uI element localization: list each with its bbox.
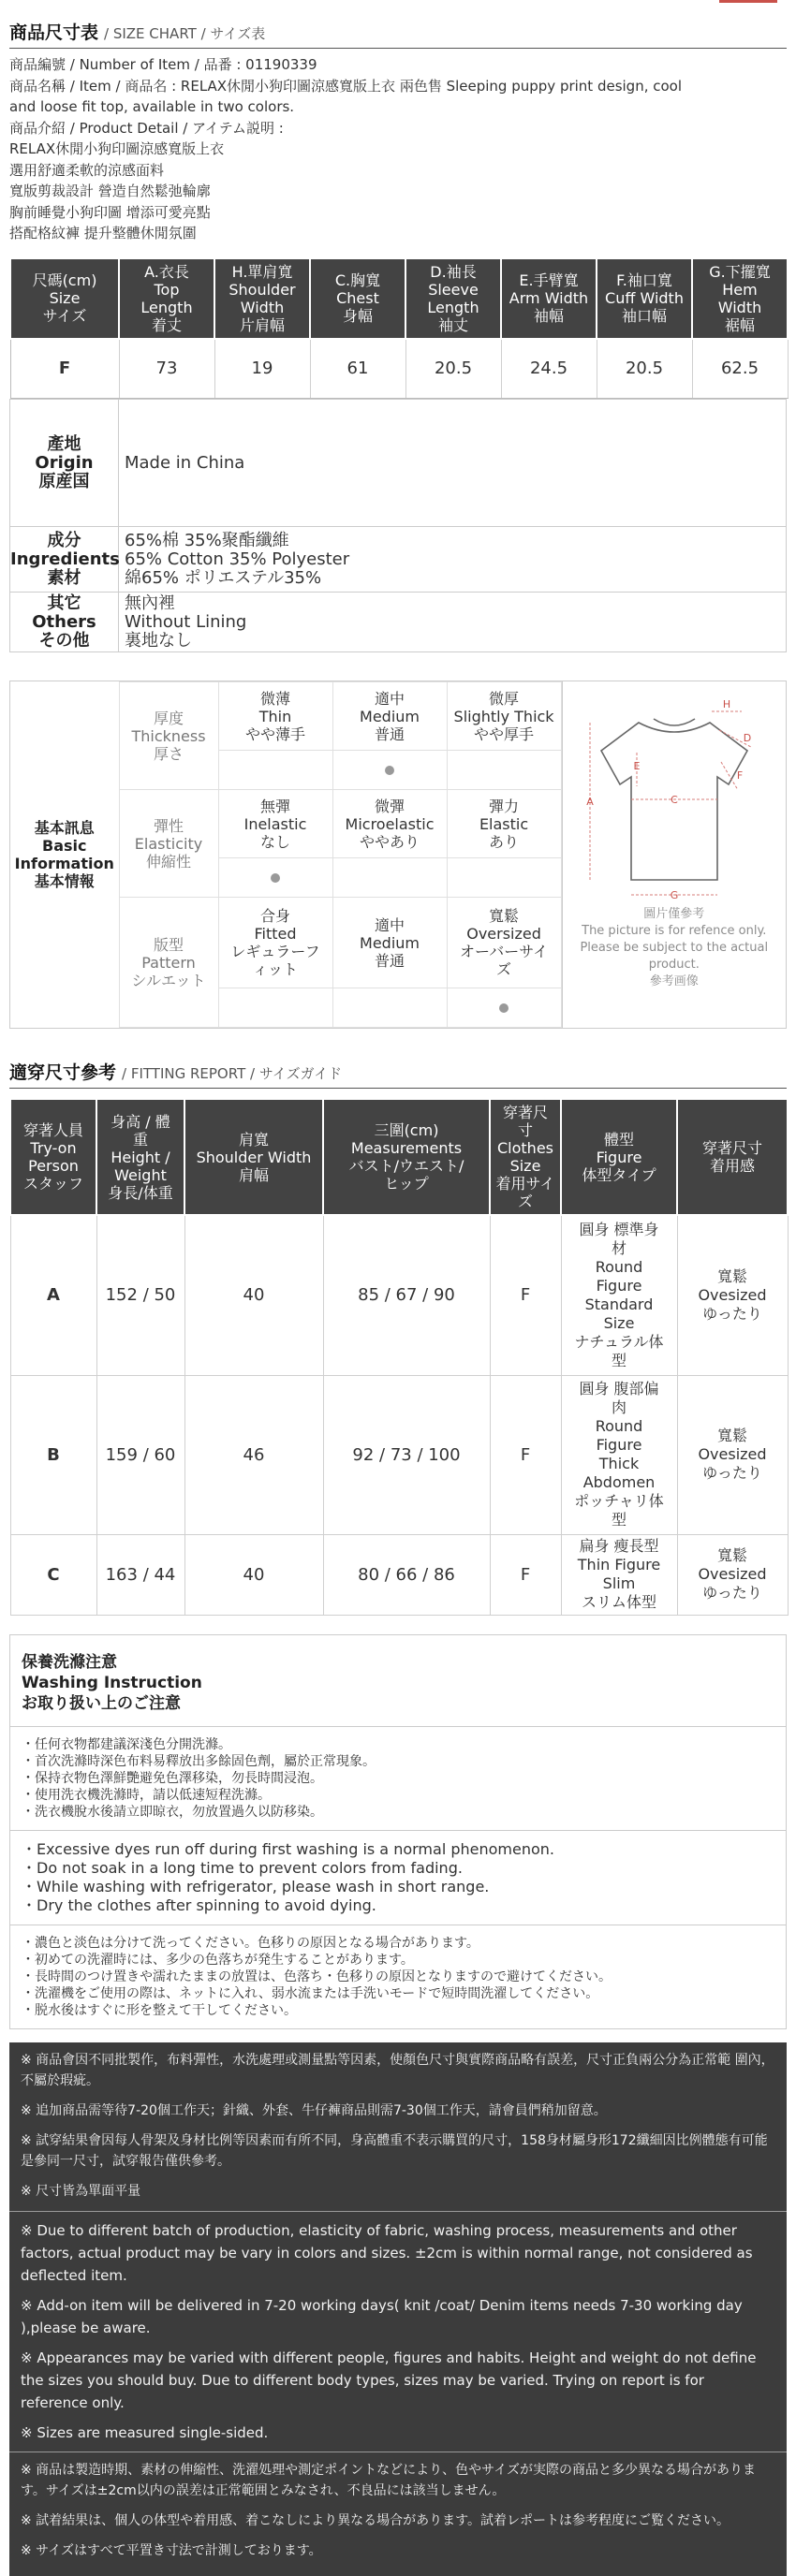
col-header-chest: C.胸寬 Chest 身幅 bbox=[310, 258, 405, 339]
shoulder-width-value: 19 bbox=[214, 339, 310, 399]
others-row bbox=[10, 593, 787, 652]
washing-title-ja: お取り扱い上のご注意 bbox=[22, 1693, 181, 1713]
pattern-option-medium: 適中 Medium 普通 bbox=[332, 898, 447, 988]
list-item: ・任何衣物都建議深淺色分開洗滌。 bbox=[22, 1736, 231, 1752]
origin-row bbox=[10, 400, 787, 527]
col-header-top-length: A.衣長 Top Length 着丈 bbox=[119, 258, 214, 339]
washing-ja bbox=[22, 1935, 774, 2019]
fit-value: 寬鬆 Ovesized ゆったり bbox=[677, 1215, 788, 1375]
person-value: C bbox=[10, 1534, 96, 1615]
arm-width-value: 24.5 bbox=[501, 339, 597, 399]
corner-accent-tab bbox=[719, 0, 777, 3]
info-line: 搭配格紋褲 提升整體休閒氛圍 bbox=[9, 225, 197, 242]
col-header-sleeve-length: D.袖長 Sleeve Length 袖丈 bbox=[405, 258, 501, 339]
thickness-marker-cell bbox=[332, 751, 447, 790]
note-item: ※ 商品會因不同批製作，布料彈性，水洗處理或測量點等因素，使顏色尺寸與實際商品略有誤差，尺寸正負兩公分為正常範 圍內，不屬於瑕疵。 bbox=[21, 2052, 774, 2088]
measurements-value: 85 / 67 / 90 bbox=[323, 1215, 490, 1375]
height-weight-value: 152 / 50 bbox=[96, 1215, 184, 1375]
size-chart-subtitle: / SIZE CHART / サイズ表 bbox=[104, 25, 266, 42]
table-row bbox=[10, 1375, 788, 1534]
thickness-option-medium: 適中 Medium 普通 bbox=[332, 682, 447, 751]
selected-dot-icon bbox=[385, 766, 394, 775]
notes-ja bbox=[21, 2460, 775, 2561]
diagram-letter-f: F bbox=[736, 769, 743, 782]
thickness-options-row bbox=[10, 682, 561, 751]
pattern-option-oversized: 寬鬆 Oversized オーバーサイ ズ bbox=[447, 898, 561, 988]
size-value: F bbox=[10, 339, 119, 399]
note-item: ※ 追加商品需等待7-20個工作天；針織、外套、牛仔褲商品則需7-30個工作天，請會員們稍加留意。 bbox=[21, 2102, 607, 2118]
person-value: A bbox=[10, 1215, 96, 1375]
elasticity-marker-cell bbox=[218, 858, 332, 898]
thickness-marker-cell bbox=[447, 751, 561, 790]
list-item: ・濃色と淡色は分けて洗ってください。色移りの原因となる場合があります。 bbox=[22, 1935, 479, 1951]
elasticity-option-elastic: 彈力 Elastic あり bbox=[447, 790, 561, 858]
diagram-letter-a: A bbox=[586, 796, 594, 808]
washing-title-en: Washing Instruction bbox=[22, 1673, 202, 1692]
measurements-value: 80 / 66 / 86 bbox=[323, 1534, 490, 1615]
notes-en bbox=[21, 2219, 775, 2444]
product-info bbox=[9, 54, 787, 244]
figure-value: 扁身 瘦長型 Thin Figure Slim スリム体型 bbox=[561, 1534, 677, 1615]
info-line: RELAX休閒小狗印圖涼感寬版上衣 bbox=[9, 140, 225, 157]
table-row bbox=[10, 1215, 788, 1375]
shoulder-value: 40 bbox=[184, 1215, 323, 1375]
washing-en bbox=[22, 1840, 774, 1915]
size-chart-section bbox=[0, 0, 796, 244]
size-chart-title: 商品尺寸表 bbox=[9, 22, 99, 43]
tshirt-measure-icon bbox=[581, 696, 768, 902]
note-item: ※ Sizes are measured single-sided. bbox=[21, 2423, 269, 2441]
pattern-marker-cell bbox=[447, 988, 561, 1028]
fitting-title: 適穿尺寸參考 bbox=[9, 1062, 117, 1083]
selected-dot-icon bbox=[499, 1003, 509, 1013]
heading-divider bbox=[9, 1088, 787, 1089]
elasticity-label: 彈性 Elasticity 伸縮性 bbox=[119, 790, 218, 898]
thickness-marker-cell bbox=[218, 751, 332, 790]
fitting-table bbox=[9, 1098, 789, 1616]
col-header-cuff-width: F.袖口寬 Cuff Width 袖口幅 bbox=[597, 258, 692, 339]
col-header-shoulder-width: H.單肩寬 Shoulder Width 片肩幅 bbox=[214, 258, 310, 339]
info-line: 商品名稱 / Item / 商品名 : RELAX休閒小狗印圖涼感寬版上衣 兩色售 Sleeping puppy print design, cool bbox=[9, 77, 683, 95]
clothes-size-value: F bbox=[490, 1534, 561, 1615]
thickness-option-thin: 微薄 Thin やや薄手 bbox=[218, 682, 332, 751]
figure-value: 圓身 標準身 材 Round Figure Standard Size ナチュラル体 型 bbox=[561, 1215, 677, 1375]
list-item: ・Dry the clothes after spinning to avoid dying. bbox=[22, 1895, 376, 1914]
ingredients-row bbox=[10, 527, 787, 593]
notes-panel bbox=[9, 2042, 787, 2576]
note-item: ※ Appearances may be varied with different people, figures and habits. Height and weight do not define the sizes you should buy. Due to different body types, sizes may be varied. Trying on report is for reference only. bbox=[21, 2349, 757, 2411]
heading-divider bbox=[9, 48, 787, 49]
garment-diagram bbox=[562, 681, 786, 1028]
table-row bbox=[10, 339, 788, 399]
list-item: ・Excessive dyes run off during first washing is a normal phenomenon. bbox=[22, 1839, 554, 1858]
origin-value: Made in China bbox=[119, 400, 787, 527]
measurements-value: 92 / 73 / 100 bbox=[323, 1375, 490, 1534]
shoulder-value: 46 bbox=[184, 1375, 323, 1534]
note-item: ※ 試着結果は、個人の体型や着用感、着こなしにより異なる場合があります。試着レポートは参考程度にご覧ください。 bbox=[21, 2512, 730, 2528]
top-length-value: 73 bbox=[119, 339, 214, 399]
chest-value: 61 bbox=[310, 339, 405, 399]
list-item: ・While washing with refrigerator, please wash in short range. bbox=[22, 1877, 490, 1895]
selected-dot-icon bbox=[271, 873, 280, 883]
others-label: 其它 Others その他 bbox=[10, 593, 119, 652]
origin-label: 產地 Origin 原産国 bbox=[10, 400, 119, 527]
info-line: 寬版剪裁設計 營造自然鬆弛輪廓 bbox=[9, 183, 211, 199]
list-item: ・保持衣物色澤鮮艷避免色澤移染，勿長時間浸泡。 bbox=[22, 1770, 323, 1786]
note-item: ※ 試穿結果會因每人骨架及身材比例等因素而有所不同，身高體重不表示購買的尺寸，158身材屬身形172纖細因比例體態有可能是參同一尺寸，試穿報告僅供參考。 bbox=[21, 2132, 768, 2169]
col-header-arm-width: E.手臂寬 Arm Width 袖幅 bbox=[501, 258, 597, 339]
list-item: ・使用洗衣機洗滌時，請以低速短程洗滌。 bbox=[22, 1787, 271, 1803]
list-item: ・首次洗滌時深色布料易釋放出多餘固色劑，屬於正常現象。 bbox=[22, 1753, 376, 1769]
elasticity-option-micro: 微彈 Microelastic ややあり bbox=[332, 790, 447, 858]
fitting-report-section bbox=[0, 1029, 796, 1089]
col-header-height-weight: 身高 / 體 重 Height / Weight 身長/体重 bbox=[96, 1099, 184, 1215]
person-value: B bbox=[10, 1375, 96, 1534]
washing-instructions bbox=[9, 1726, 787, 2029]
size-chart-heading bbox=[9, 19, 787, 44]
col-header-fit: 穿著尺寸 着用感 bbox=[677, 1099, 788, 1215]
basic-info-title: 基本訊息 Basic Information 基本情報 bbox=[10, 682, 119, 1028]
col-header-shoulder: 肩寬 Shoulder Width 肩幅 bbox=[184, 1099, 323, 1215]
diagram-letter-e: E bbox=[633, 760, 641, 772]
cuff-width-value: 20.5 bbox=[597, 339, 692, 399]
fabric-attributes-grid bbox=[10, 681, 562, 1028]
info-line: 商品介紹 / Product Detail / アイテム説明 : bbox=[9, 119, 284, 137]
figure-value: 圓身 腹部偏 肉 Round Figure Thick Abdomen ポッチャリ体 型 bbox=[561, 1375, 677, 1534]
info-line: 選用舒適柔軟的涼感面料 bbox=[9, 161, 165, 179]
height-weight-value: 159 / 60 bbox=[96, 1375, 184, 1534]
elasticity-marker-cell bbox=[447, 858, 561, 898]
fitting-heading bbox=[9, 1059, 787, 1084]
list-item: ・脱水後はすぐに形を整えて干してください。 bbox=[22, 2002, 297, 2018]
list-item: ・Do not soak in a long time to prevent colors from fading. bbox=[22, 1858, 463, 1877]
elasticity-marker-cell bbox=[332, 858, 447, 898]
size-table-header-row bbox=[10, 258, 788, 339]
col-header-figure: 體型 Figure 体型タイプ bbox=[561, 1099, 677, 1215]
notes-zh bbox=[21, 2050, 775, 2202]
washing-title-zh: 保養洗滌注意 bbox=[22, 1652, 117, 1672]
col-header-clothes-size: 穿著尺 寸 Clothes Size 着用サイ ズ bbox=[490, 1099, 561, 1215]
note-item: ※ Add-on item will be delivered in 7-20 working days( knit /coat/ Denim items needs 7-30 working day ),please be aware. bbox=[21, 2296, 743, 2336]
others-value: 無內裡 Without Lining 裏地なし bbox=[119, 593, 787, 652]
washing-zh bbox=[22, 1736, 774, 1821]
list-item: ・洗衣機脫水後請立即晾衣，勿放置過久以防移染。 bbox=[22, 1804, 323, 1820]
divider bbox=[10, 1830, 786, 1831]
info-line: 胸前睡覺小狗印圖 增添可愛亮點 bbox=[9, 203, 211, 221]
pattern-label: 版型 Pattern シルエット bbox=[119, 898, 218, 1028]
fitting-header-row bbox=[10, 1099, 788, 1215]
col-header-person: 穿著人員 Try-on Person スタッフ bbox=[10, 1099, 96, 1215]
fit-value: 寬鬆 Ovesized ゆったり bbox=[677, 1534, 788, 1615]
pattern-marker-cell bbox=[332, 988, 447, 1028]
col-header-size: 尺碼(cm) Size サイズ bbox=[10, 258, 119, 339]
pattern-option-fitted: 合身 Fitted レギュラーフ ィット bbox=[218, 898, 332, 988]
col-header-measurements: 三圍(cm) Measurements バスト/ウエスト/ ヒップ bbox=[323, 1099, 490, 1215]
ingredients-value: 65%棉 35%聚酯纖維 65% Cotton 35% Polyester 綿65% ポリエステル35% bbox=[119, 527, 787, 593]
diagram-letter-d: D bbox=[743, 732, 752, 744]
col-header-hem-width: G.下擺寬 Hem Width 裾幅 bbox=[692, 258, 788, 339]
specs-table bbox=[9, 399, 787, 652]
fit-value: 寬鬆 Ovesized ゆったり bbox=[677, 1375, 788, 1534]
note-item: ※ Due to different batch of production, elasticity of fabric, washing process, measurements and other factors, actual product may be vary in colors and sizes. ±2cm is within normal range, not considered as deflected item. bbox=[21, 2221, 753, 2284]
list-item: ・洗濯機をご使用の際は、ネットに入れ、弱水流または手洗いモードで短時間洗濯してください。 bbox=[22, 1985, 599, 2001]
list-item: ・長時間のつけ置きや濡れたままの放置は、色落ち・色移りの原因となりますので避けてください。 bbox=[22, 1969, 612, 1984]
note-item: ※ 商品は製造時期、素材の伸縮性、洗濯処理や測定ポイントなどにより、色やサイズが実際の商品と多少異なる場合がありま す。サイズは±2cm以内の誤差は正常範囲とみなされ、不良品には該当しません。 bbox=[21, 2462, 757, 2498]
diagram-letter-h: H bbox=[722, 698, 730, 710]
sleeve-length-value: 20.5 bbox=[405, 339, 501, 399]
divider bbox=[9, 2211, 787, 2212]
height-weight-value: 163 / 44 bbox=[96, 1534, 184, 1615]
clothes-size-value: F bbox=[490, 1375, 561, 1534]
list-item: ・初めての洗濯時には、多少の色落ちが発生することがあります。 bbox=[22, 1952, 414, 1968]
info-line: and loose fit top, available in two colors. bbox=[9, 98, 295, 115]
hem-width-value: 62.5 bbox=[692, 339, 788, 399]
ingredients-label: 成分 Ingredients 素材 bbox=[10, 527, 119, 593]
diagram-letter-g: G bbox=[670, 889, 679, 901]
clothes-size-value: F bbox=[490, 1215, 561, 1375]
diagram-caption: 圖片僅參考 The picture is for refence only. Please be subject to the actual product. 參考画像 bbox=[580, 907, 769, 988]
info-line: 商品編號 / Number of Item / 品番 : 01190339 bbox=[9, 56, 317, 73]
basic-information bbox=[9, 681, 787, 1029]
note-item: ※ 尺寸皆為單面平量 bbox=[21, 2183, 141, 2199]
note-item: ※ サイズはすべて平置き寸法で計測しております。 bbox=[21, 2542, 322, 2558]
size-table bbox=[9, 257, 789, 400]
thickness-option-thick: 微厚 Slightly Thick やや厚手 bbox=[447, 682, 561, 751]
fitting-subtitle: / FITTING REPORT / サイズガイド bbox=[122, 1065, 343, 1082]
thickness-label: 厚度 Thickness 厚さ bbox=[119, 682, 218, 790]
elasticity-option-inelastic: 無彈 Inelastic なし bbox=[218, 790, 332, 858]
diagram-letter-c: C bbox=[670, 794, 678, 806]
pattern-marker-cell bbox=[218, 988, 332, 1028]
table-row bbox=[10, 1534, 788, 1615]
washing-instruction-title-box bbox=[9, 1634, 787, 1726]
shoulder-value: 40 bbox=[184, 1534, 323, 1615]
